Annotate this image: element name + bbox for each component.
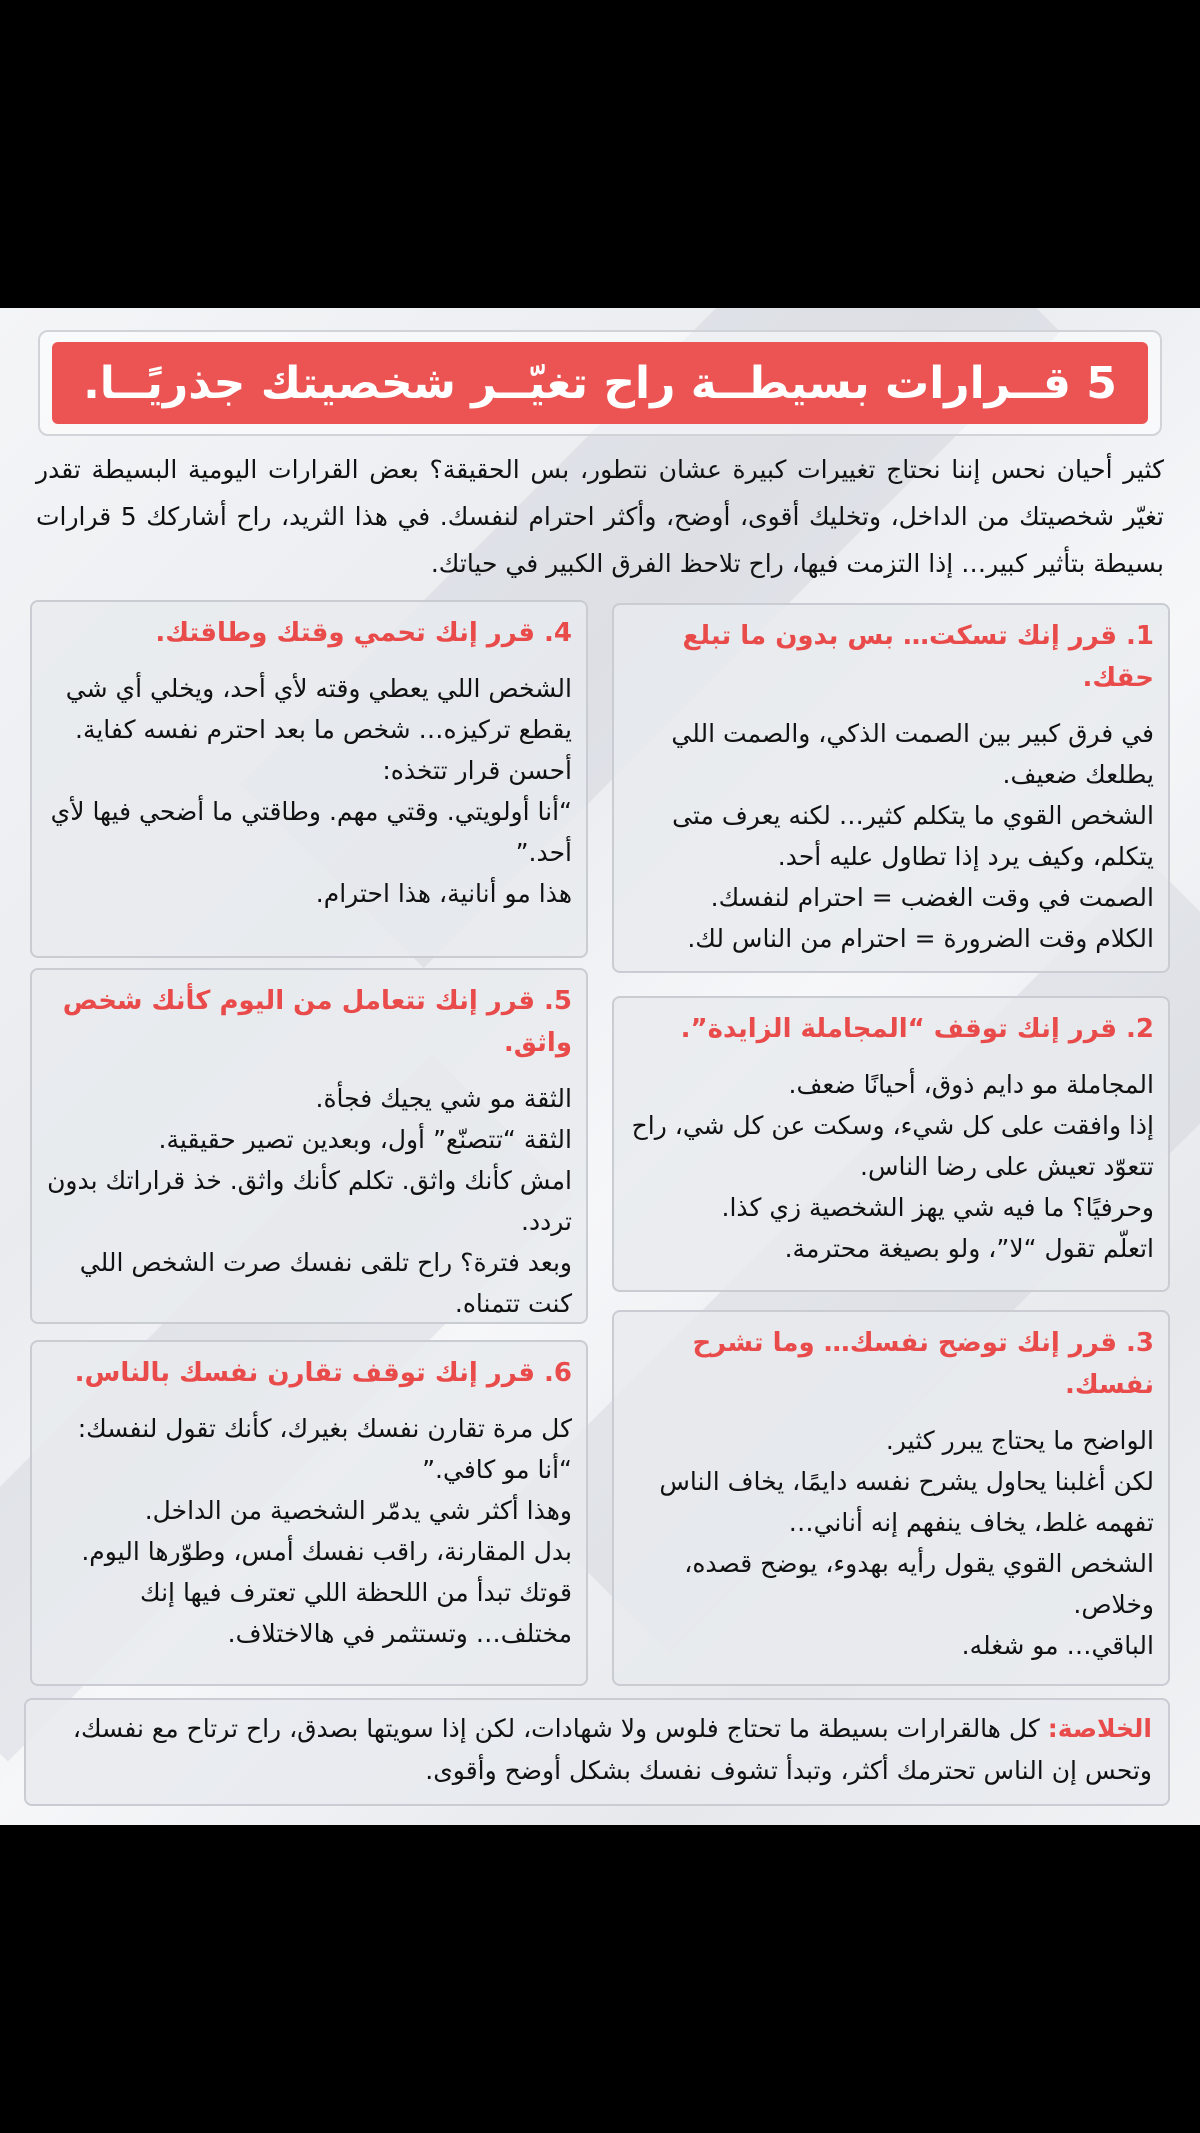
- card-line: أحسن قرار تتخذه:: [382, 756, 572, 785]
- title-banner: [52, 342, 1148, 424]
- card-line: إذا وافقت على كل شيء، وسكت عن كل شي، راح تتعوّد تعيش على رضا الناس.: [631, 1111, 1154, 1181]
- card-line: اتعلّم تقول “لا”، ولو بصيغة محترمة.: [784, 1234, 1154, 1263]
- card-line: الشخص اللي يعطي وقته لأي أحد، ويخلي أي شي يقطع تركيزه… شخص ما بعد احترم نفسه كفاية.: [65, 674, 572, 744]
- card-line: الواضح ما يحتاج يبرر كثير.: [885, 1426, 1154, 1455]
- card-line: الصمت في وقت الغضب = احترام لنفسك.: [710, 883, 1154, 912]
- card-line: كل مرة تقارن نفسك بغيرك، كأنك تقول لنفسك: “أنا مو كافي.”: [77, 1414, 572, 1484]
- decision-card-2: [612, 996, 1170, 1292]
- card-line: بدل المقارنة، راقب نفسك أمس، وطوّرها اليوم.: [81, 1537, 572, 1566]
- poster: [0, 308, 1200, 1825]
- title-frame: [38, 330, 1162, 436]
- card-line: الثقة “تتصنّع” أول، وبعدين تصير حقيقية.: [158, 1125, 572, 1154]
- card-line: امش كأنك واثق. تكلم كأنك واثق. خذ قراراتك بدون تردد.: [47, 1166, 572, 1236]
- card-line: الباقي… مو شغله.: [961, 1631, 1154, 1660]
- card-line: قوتك تبدأ من اللحظة اللي تعترف فيها إنك مختلف… وتستثمر في هالاختلاف.: [140, 1578, 572, 1648]
- summary-box: [24, 1698, 1170, 1806]
- decision-card-4: [30, 600, 588, 958]
- summary-label: الخلاصة:: [1047, 1714, 1152, 1743]
- card-title: 5. قرر إنك تتعامل من اليوم كأنك شخص واثق.: [62, 986, 572, 1058]
- card-line: هذا مو أنانية، هذا احترام.: [315, 879, 572, 908]
- card-title: 6. قرر إنك توقف تقارن نفسك بالناس.: [74, 1358, 572, 1388]
- decision-card-1: [612, 603, 1170, 973]
- card-line: وحرفيًا؟ ما فيه شي يهز الشخصية زي كذا.: [721, 1193, 1154, 1222]
- decision-card-5: [30, 968, 588, 1324]
- card-line: الشخص القوي يقول رأيه بهدوء، يوضح قصده، وخلاص.: [684, 1549, 1154, 1619]
- card-line: وبعد فترة؟ راح تلقى نفسك صرت الشخص اللي كنت تتمناه.: [79, 1248, 572, 1318]
- card-line: “أنا أولويتي. وقتي مهم. وطاقتي ما أضحي فيها لأي أحد.”: [50, 797, 572, 867]
- card-line: الشخص القوي ما يتكلم كثير… لكنه يعرف متى يتكلم، وكيف يرد إذا تطاول عليه أحد.: [672, 801, 1154, 871]
- decision-card-6: [30, 1340, 588, 1686]
- page-title: 5 قــرارات بسيطــة راح تغيّــر شخصيتك جذريًــا.: [83, 357, 1117, 409]
- card-line: الثقة مو شي يجيك فجأة.: [315, 1084, 572, 1113]
- card-line: المجاملة مو دايم ذوق، أحيانًا ضعف.: [788, 1070, 1154, 1099]
- card-line: لكن أغلبنا يحاول يشرح نفسه دايمًا، يخاف الناس تفهمه غلط، يخاف ينفهم إنه أناني…: [659, 1467, 1154, 1537]
- card-title: 3. قرر إنك توضح نفسك… وما تشرح نفسك.: [692, 1328, 1154, 1400]
- card-title: 2. قرر إنك توقف “المجاملة الزايدة”.: [680, 1014, 1154, 1044]
- card-line: في فرق كبير بين الصمت الذكي، والصمت اللي يطلعك ضعيف.: [671, 719, 1154, 789]
- decision-card-3: [612, 1310, 1170, 1686]
- card-title: 4. قرر إنك تحمي وقتك وطاقتك.: [155, 618, 572, 648]
- card-title: 1. قرر إنك تسكت… بس بدون ما تبلع حقك.: [682, 621, 1154, 693]
- card-line: وهذا أكثر شي يدمّر الشخصية من الداخل.: [144, 1496, 572, 1525]
- summary-text: كل هالقرارات بسيطة ما تحتاج فلوس ولا شهادات، لكن إذا سويتها بصدق، راح ترتاح مع نفسك، وتحس إن الناس تحترمك أكثر، وتبدأ تشوف نفسك بشكل أوضح وأقوى.: [72, 1714, 1152, 1785]
- card-line: الكلام وقت الضرورة = احترام من الناس لك.: [687, 924, 1154, 953]
- intro-paragraph: كثير أحيان نحس إننا نحتاج تغييرات كبيرة عشان نتطور، بس الحقيقة؟ بعض القرارات اليومية البسيطة تقدر تغيّر شخصيتك من الداخل، وتخليك أقوى، أوضح، وأكثر احترام لنفسك. في هذا الثريد، راح أشاركك 5 قرارات بسيطة بتأثير كبير… إذا التزمت فيها، راح تلاحظ الفرق الكبير في حياتك.: [36, 455, 1164, 578]
